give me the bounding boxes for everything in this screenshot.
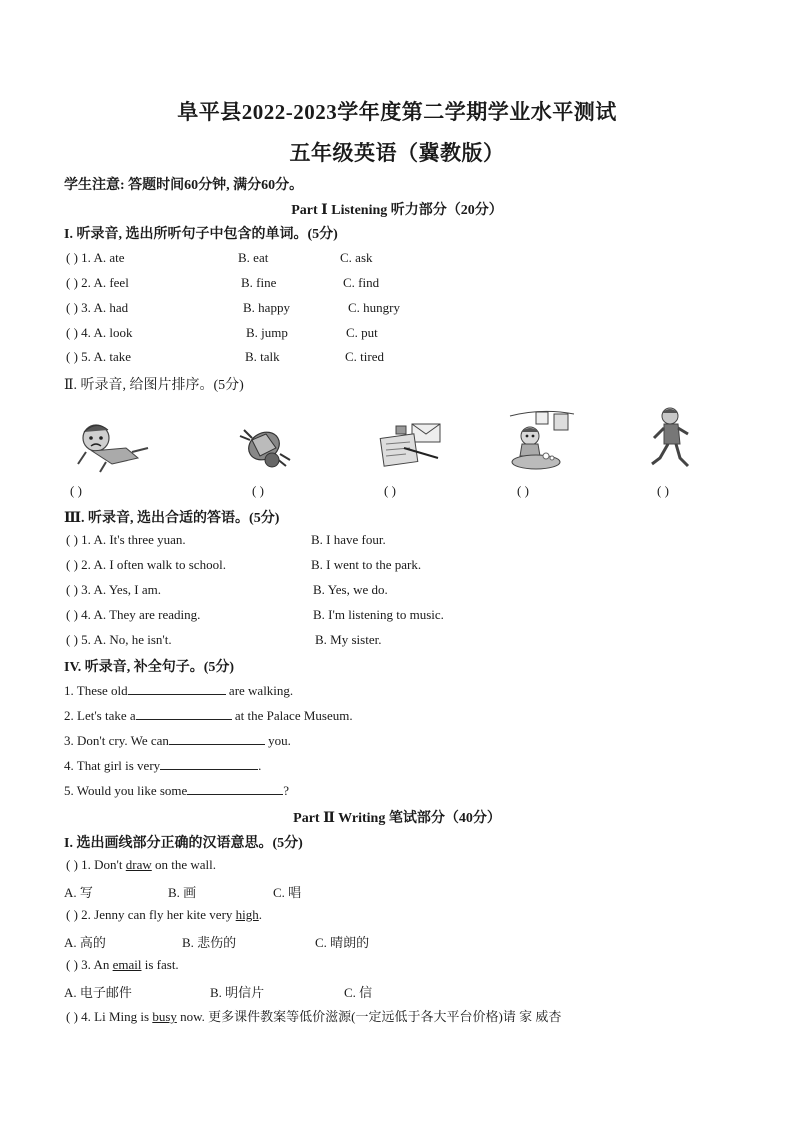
p1s1-q3-stem: ( ) 3. A. had bbox=[66, 300, 129, 315]
p1s3-q5-b: B. My sister. bbox=[315, 632, 382, 647]
girl-washing-clothes-picture bbox=[506, 406, 578, 474]
p2s1-q1-c: C. 唱 bbox=[273, 885, 302, 900]
p1-section3-heading: Ⅲ. 听录音, 选出合适的答语。(5分) bbox=[64, 511, 280, 526]
pic2-answer-paren: ( ) bbox=[252, 483, 264, 498]
p2s1-q1-b: B. 画 bbox=[168, 885, 197, 900]
page-title: 阜平县2022-2023学年度第二学期学业水平测试 bbox=[177, 100, 617, 124]
underlined-word: high bbox=[235, 907, 259, 922]
p2-section1-heading: I. 选出画线部分正确的汉语意思。(5分) bbox=[64, 836, 303, 851]
p2s1-q3-a: A. 电子邮件 bbox=[64, 985, 132, 1000]
p1s4-sentence-3: 3. Don't cry. We can you. bbox=[64, 733, 291, 748]
underlined-word: email bbox=[112, 957, 142, 972]
p2s1-q2-b: B. 悲伤的 bbox=[182, 935, 237, 950]
p1s1-q3-b: B. happy bbox=[243, 300, 290, 315]
p2s1-q3-b: B. 明信片 bbox=[210, 985, 265, 1000]
p1-section1-heading: I. 听录音, 选出所听句子中包含的单词。(5分) bbox=[64, 227, 338, 242]
p2s1-q3-c: C. 信 bbox=[344, 985, 373, 1000]
p2s1-q1: ( ) 1. Don't draw on the wall. bbox=[66, 857, 217, 872]
pic3-answer-paren: ( ) bbox=[384, 483, 396, 498]
underlined-word: busy bbox=[152, 1009, 177, 1024]
part2-heading: Part Ⅱ Writing 笔试部分（40分） bbox=[293, 811, 501, 826]
running-boy-picture bbox=[646, 404, 696, 474]
p1-section2-heading: Ⅱ. 听录音, 给图片排序。(5分) bbox=[64, 378, 244, 393]
p1s4-sentence-5: 5. Would you like some ? bbox=[64, 783, 290, 798]
p1s3-q1-b: B. I have four. bbox=[311, 532, 386, 547]
p1s1-q4-stem: ( ) 4. A. look bbox=[66, 325, 133, 340]
underlined-word: draw bbox=[125, 857, 152, 872]
p1-section4-heading: IV. 听录音, 补全句子。(5分) bbox=[64, 660, 235, 675]
crying-boy-picture bbox=[72, 418, 152, 474]
p1s3-q5-stem: ( ) 5. A. No, he isn't. bbox=[66, 632, 172, 647]
p1s1-q1-stem: ( ) 1. A. ate bbox=[66, 250, 125, 265]
student-notice: 学生注意: 答题时间60分钟, 满分60分。 bbox=[64, 178, 304, 193]
p1s3-q2-b: B. I went to the park. bbox=[311, 557, 422, 572]
pic5-answer-paren: ( ) bbox=[657, 483, 669, 498]
candy-picture bbox=[236, 418, 296, 474]
p1s3-q4-b: B. I'm listening to music. bbox=[313, 607, 444, 622]
p1s3-q3-stem: ( ) 3. A. Yes, I am. bbox=[66, 582, 161, 597]
p1s1-q4-c: C. put bbox=[346, 325, 378, 340]
p2s1-q3: ( ) 3. An email is fast. bbox=[66, 957, 179, 972]
p1s1-q1-c: C. ask bbox=[340, 250, 373, 265]
p1s1-q5-b: B. talk bbox=[245, 349, 280, 364]
p2s1-q1-a: A. 写 bbox=[64, 885, 93, 900]
p2s1-q2-c: C. 晴朗的 bbox=[315, 935, 370, 950]
p1s4-sentence-2: 2. Let's take a at the Palace Museum. bbox=[64, 708, 353, 723]
p1s3-q3-b: B. Yes, we do. bbox=[313, 582, 388, 597]
part1-heading: Part Ⅰ Listening 听力部分（20分） bbox=[291, 203, 503, 218]
p1s1-q3-c: C. hungry bbox=[348, 300, 400, 315]
p1s4-sentence-4: 4. That girl is very . bbox=[64, 758, 262, 773]
p1s1-q5-c: C. tired bbox=[345, 349, 384, 364]
pic1-answer-paren: ( ) bbox=[70, 483, 82, 498]
p1s1-q1-b: B. eat bbox=[238, 250, 269, 265]
p1s1-q2-b: B. fine bbox=[241, 275, 277, 290]
p2s1-q4: ( ) 4. Li Ming is busy now. 更多课件教案等低价滋源(一定远低于各大平台价格)请 家 威杏 bbox=[66, 1009, 562, 1024]
p1s3-q4-stem: ( ) 4. A. They are reading. bbox=[66, 607, 201, 622]
p2s1-q2-a: A. 高的 bbox=[64, 935, 106, 950]
p1s1-q2-stem: ( ) 2. A. feel bbox=[66, 275, 129, 290]
p1s3-q1-stem: ( ) 1. A. It's three yuan. bbox=[66, 532, 186, 547]
p1s3-q2-stem: ( ) 2. A. I often walk to school. bbox=[66, 557, 226, 572]
p1s1-q4-b: B. jump bbox=[246, 325, 288, 340]
p1s4-sentence-1: 1. These old are walking. bbox=[64, 683, 294, 698]
pic4-answer-paren: ( ) bbox=[517, 483, 529, 498]
letter-envelope-picture bbox=[376, 418, 446, 474]
p1s1-q5-stem: ( ) 5. A. take bbox=[66, 349, 131, 364]
p2s1-q2: ( ) 2. Jenny can fly her kite very high. bbox=[66, 907, 263, 922]
p1s1-q2-c: C. find bbox=[343, 275, 380, 290]
page-subtitle: 五年级英语（冀教版） bbox=[289, 141, 505, 165]
